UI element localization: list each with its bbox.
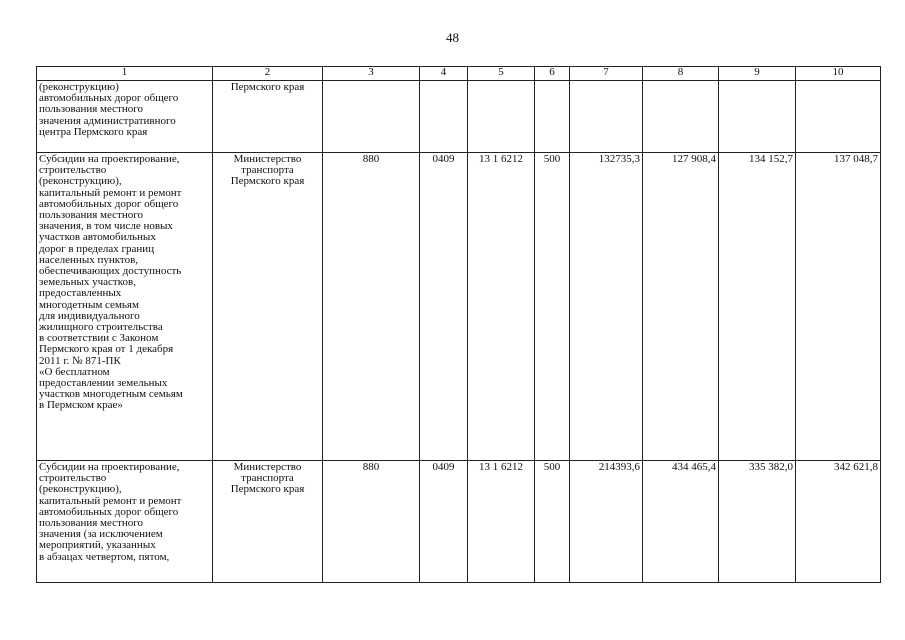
header-row xyxy=(37,67,881,81)
code-cell: 880 xyxy=(323,153,420,461)
table-row xyxy=(37,461,881,583)
code-cell: 880 xyxy=(323,461,420,583)
code-cell xyxy=(323,81,420,153)
amount-cell xyxy=(570,81,643,153)
header-cell: 5 xyxy=(468,67,535,81)
section-cell: 0409 xyxy=(420,461,468,583)
target-article-cell xyxy=(468,81,535,153)
header-cell: 6 xyxy=(535,67,570,81)
description-cell: (реконструкцию) автомобильных дорог общего пользования местного значения административного центра Пермского края xyxy=(37,81,213,153)
header-cell: 9 xyxy=(719,67,796,81)
amount-cell: 127 908,4 xyxy=(643,153,719,461)
amount-cell xyxy=(643,81,719,153)
amount-cell: 342 621,8 xyxy=(796,461,881,583)
section-cell: 0409 xyxy=(420,153,468,461)
table-row xyxy=(37,81,881,153)
header-cell: 2 xyxy=(213,67,323,81)
header-cell: 3 xyxy=(323,67,420,81)
amount-cell: 132735,3 xyxy=(570,153,643,461)
expense-type-cell: 500 xyxy=(535,153,570,461)
administrator-cell: Министерство транспорта Пермского края xyxy=(213,461,323,583)
expense-type-cell xyxy=(535,81,570,153)
amount-cell: 134 152,7 xyxy=(719,153,796,461)
amount-cell xyxy=(719,81,796,153)
amount-cell: 335 382,0 xyxy=(719,461,796,583)
header-cell: 1 xyxy=(37,67,213,81)
amount-cell: 214393,6 xyxy=(570,461,643,583)
header-cell: 7 xyxy=(570,67,643,81)
target-article-cell: 13 1 6212 xyxy=(468,153,535,461)
description-cell: Субсидии на проектирование, строительство (реконструкцию), капитальный ремонт и ремонт автомобильных дорог общего пользования местного значения, в том числе новых участков автомобильных дорог в пределах границ населенных пунктов, обеспечивающих доступность земельных участков, предоставленных многодетным семьям для индивидуального жилищного строительства в соответствии с Законом Пермского края от 1 декабря 2011 г. № 871-ПК «О бесплатном предоставлении земельных участков многодетным семьям в Пермском крае» xyxy=(37,153,213,461)
expense-type-cell: 500 xyxy=(535,461,570,583)
target-article-cell: 13 1 6212 xyxy=(468,461,535,583)
administrator-cell: Пермского края xyxy=(213,81,323,153)
header-cell: 8 xyxy=(643,67,719,81)
description-cell: Субсидии на проектирование, строительство (реконструкцию), капитальный ремонт и ремонт автомобильных дорог общего пользования местного значения (за исключением мероприятий, указанных в абзацах четвертом, пятом, xyxy=(37,461,213,583)
amount-cell xyxy=(796,81,881,153)
header-cell: 4 xyxy=(420,67,468,81)
administrator-cell: Министерство транспорта Пермского края xyxy=(213,153,323,461)
amount-cell: 137 048,7 xyxy=(796,153,881,461)
budget-table xyxy=(36,66,881,583)
page-number: 48 xyxy=(446,30,459,45)
table-row xyxy=(37,153,881,461)
section-cell xyxy=(420,81,468,153)
amount-cell: 434 465,4 xyxy=(643,461,719,583)
header-cell: 10 xyxy=(796,67,881,81)
